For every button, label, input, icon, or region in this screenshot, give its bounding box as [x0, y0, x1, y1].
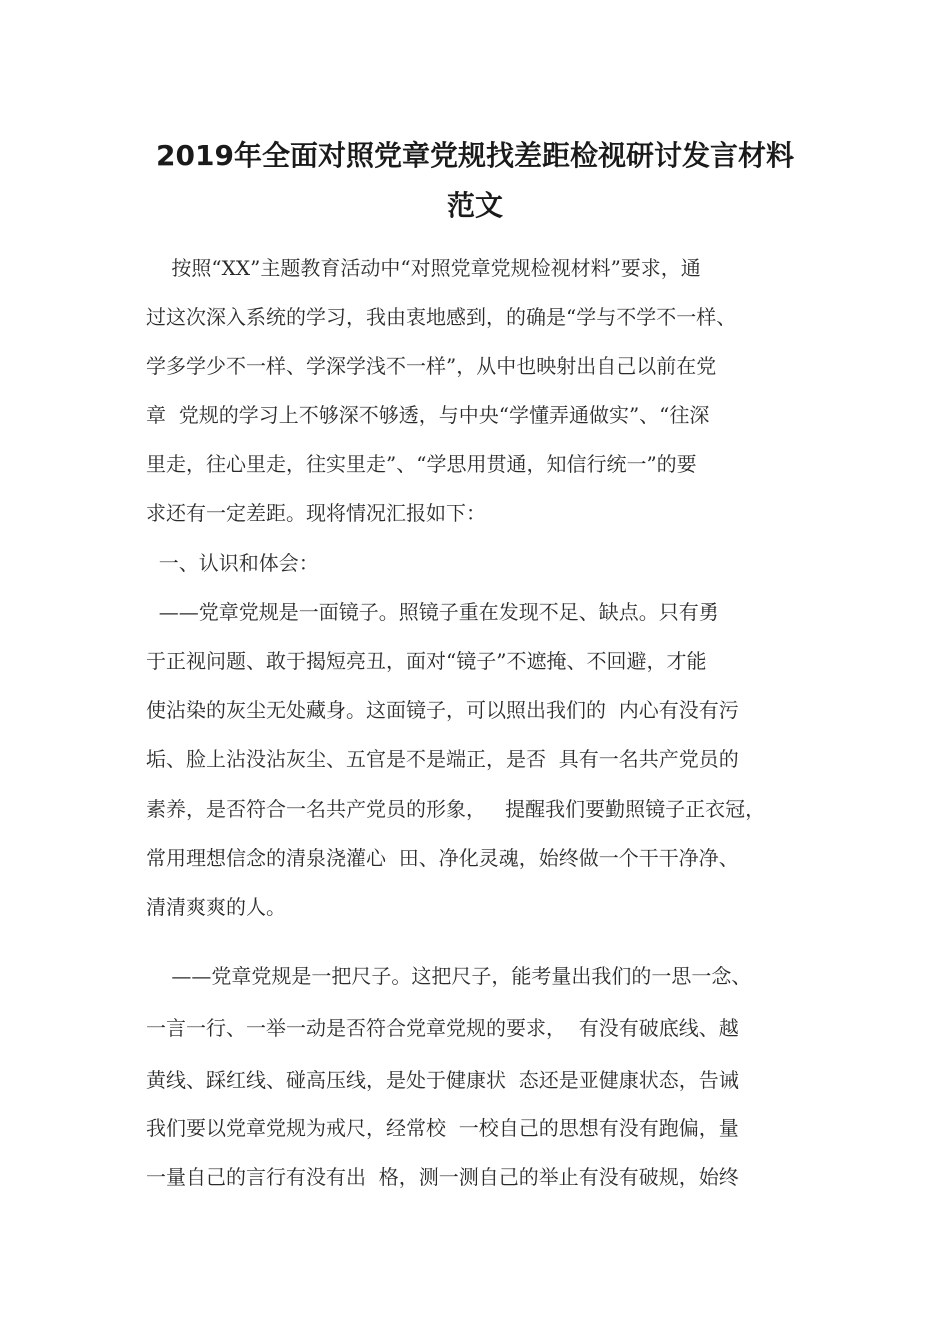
- body-line: 常用理想信念的清泉浇灌心 田、净化灵魂，始终做一个干干净净、: [146, 846, 739, 870]
- body-line: 学多学少不一样、学深学浅不一样”，从中也映射出自己以前在党: [146, 354, 717, 378]
- body-line: 素养，是否符合一名共产党员的形象， 提醒我们要勤照镜子正衣冠，: [146, 797, 766, 821]
- body-line: 清清爽爽的人。: [146, 895, 286, 919]
- document-title-line-2: 范文: [446, 189, 503, 222]
- body-line: 一言一行、一举一动是否符合党章党规的要求， 有没有破底线、越: [146, 1016, 739, 1040]
- body-line: 一量自己的言行有没有出 格，测一测自己的举止有没有破规，始终: [146, 1165, 739, 1189]
- body-line: 章 党规的学习上不够深不够透，与中央“学懂弄通做实”、“往深: [146, 403, 710, 427]
- body-line: 求还有一定差距。现将情况汇报如下：: [146, 501, 486, 525]
- body-line: 黄线、踩红线、碰高压线，是处于健康状 态还是亚健康状态，告诫: [146, 1068, 739, 1092]
- body-line: 按照“XX”主题教育活动中“对照党章党规检视材料”要求，通: [146, 256, 701, 280]
- document-title-line-1: 2019年全面对照党章党规找差距检视研讨发言材料: [156, 139, 794, 172]
- body-line: ——党章党规是一把尺子。这把尺子，能考量出我们的一思一念、: [146, 964, 752, 988]
- body-line: ——党章党规是一面镜子。照镜子重在发现不足、缺点。只有勇: [146, 600, 719, 624]
- body-line: 使沾染的灰尘无处藏身。这面镜子，可以照出我们的 内心有没有污: [146, 698, 739, 722]
- body-line: 于正视问题、敢于揭短亮丑，面对“镜子”不遮掩、不回避，才能: [146, 649, 707, 673]
- body-line: 我们要以党章党规为戒尺，经常校 一校自己的思想有没有跑偏，量: [146, 1116, 739, 1140]
- section-heading: 一、认识和体会：: [146, 551, 319, 575]
- body-line: 过这次深入系统的学习，我由衷地感到，的确是“学与不学不一样、: [146, 305, 737, 329]
- body-line: 垢、脸上沾没沾灰尘、五官是不是端正，是否 具有一名共产党员的: [146, 747, 739, 771]
- body-line: 里走，往心里走，往实里走”、“学思用贯通，知信行统一”的要: [146, 452, 697, 476]
